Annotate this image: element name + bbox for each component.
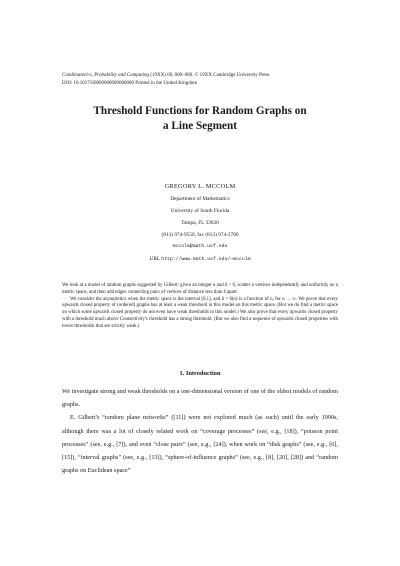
title-line-2: a Line Segment: [163, 119, 237, 132]
body-paragraph-1: We investigate strong and weak thresholds on a one-dimensional version of one of the oldest models of random graphs.: [62, 388, 338, 409]
author-city: Tampa, FL 33620: [181, 220, 219, 226]
abstract-paragraph-2: We consider the asymptotics when the metric space is the interval [0,1], and δ = δ(n) is a function of n, for n → ∞. We prove that every upwards closed property of (ordered) graphs has at least a weak threshold in this model on this metric space. (But we do find a metric space on which some upwards closed property do not even have weak thresholds in this model.) We also prove that every upwards closed property with a threshold much above Connectivity's threshold has a strong threshold. (But we also find a sequence of upwards closed properties with lower thresholds that are strictly weak.): [62, 296, 338, 329]
author-department: Department of Mathematics: [170, 196, 230, 202]
abstract-paragraph-1: We look at a model of random graphs suggested by Gilbert: given an integer n and δ > 0, scatter n vertices independently and uniformly on a metric space, and then add edges connecting pairs of vertices of distance less than δ apart.: [62, 283, 338, 295]
doi-line: DOI: 10.1017/S0000000000000000 Printed in the United Kingdom: [62, 80, 198, 86]
body-paragraph-2: E. Gilbert's “random plane networks” ([11]) were not explored much (as such) until the early 1990s, although there was a lot of closely related work on “coverage processes” (see, e.g., [18]), “poisson point processes” (see, e.g., [7]), and even “close pairs” (see, e.g., [24]), when work on “disk graphs” (see, e.g., [6], [15]), “interval graphs” (see, e.g., [13]), “sphere-of-influence graphs” (see, e.g., [8], [20], [28]) and “random graphs on Euclidean space”: [62, 414, 338, 475]
author-url-line: [60, 253, 340, 266]
title-line-1: Threshold Functions for Random Graphs on: [93, 105, 307, 117]
author-university: University of South Florida: [170, 208, 230, 214]
citation-line: [62, 72, 352, 80]
author-email[interactable]: mccolm@math.usf.edu: [172, 244, 228, 249]
body-text: [62, 385, 338, 477]
journal-header: [62, 72, 352, 87]
author-url-label: URL: [149, 256, 162, 262]
author-phone: (813) 974-9550, fax (813) 974-2700: [161, 232, 239, 238]
abstract: [62, 283, 338, 330]
author-url[interactable]: http://www.math.usf.edu/~mccolm: [161, 257, 251, 262]
paper-title: [40, 104, 360, 133]
author-name: GREGORY L. MCCOLM: [164, 183, 236, 190]
journal-volume-copyright: (19XX) 00, 000–000. © 19XX Cambridge University Press: [149, 73, 270, 78]
section-heading: 1. Introduction: [179, 370, 221, 377]
journal-name: Combinatorics, Probability and Computing: [62, 73, 150, 78]
author-block: [60, 181, 340, 266]
